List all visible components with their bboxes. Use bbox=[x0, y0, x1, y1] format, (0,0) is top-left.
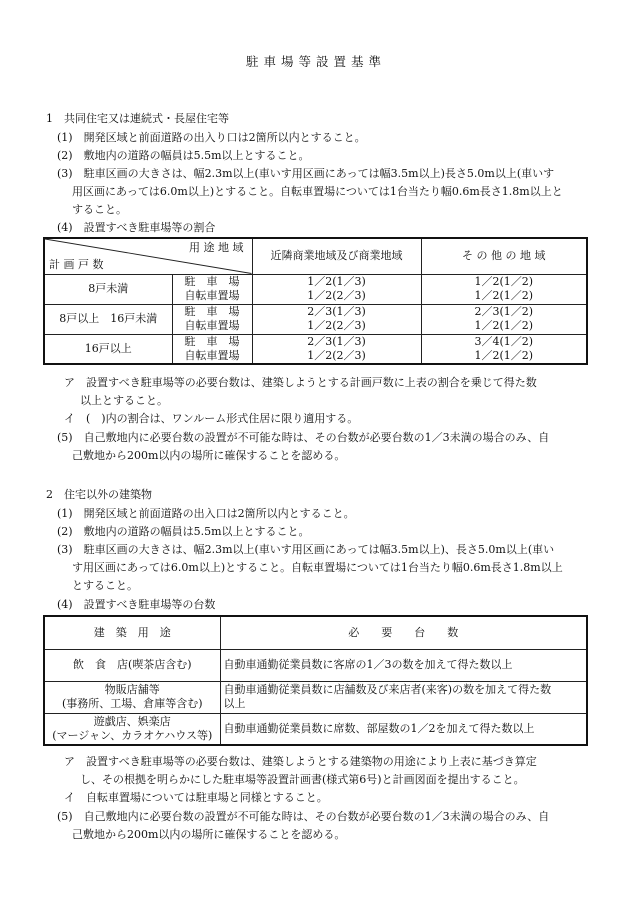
s2-item-3-line1: (3) 駐車区画の大きさは、幅2.3m以上(車いす用区画にあっては幅3.5m以上)、長さ5.0m以上(車い bbox=[57, 543, 555, 556]
kind-bicycle: 自転車置場 bbox=[184, 319, 240, 332]
ratio-value: 1／2(1／2) bbox=[474, 348, 534, 362]
s1-item-5-line2: 己敷地から200m以内の場所に確保することを認める。 bbox=[72, 449, 346, 462]
s2-item-3-line2: す用区画にあっては6.0m以上)とすること。自転車置場については1台当たり幅0.6m長さ1.8m以上 bbox=[72, 561, 563, 574]
parking-ratio-table bbox=[43, 237, 588, 365]
required-formula: 自動車通勤従業員数に店舗数及び来店者(来客)の数を加えて得た数 bbox=[223, 683, 552, 696]
use-name: 遊戯店、娯楽店 bbox=[93, 714, 171, 728]
required-formula-cont: 以上 bbox=[223, 697, 246, 710]
use-name: 物販店舗等 bbox=[104, 683, 160, 696]
s1-note-i: イ ( )内の割合は、ワンルーム形式住居に限り適用する。 bbox=[64, 412, 359, 425]
use-name: 飲 食 店(喫茶店含む) bbox=[72, 658, 192, 671]
kind-bicycle: 自転車置場 bbox=[184, 348, 240, 362]
section-1-heading: 1 共同住宅又は連続式・長屋住宅等 bbox=[46, 112, 229, 125]
s2-item-5-line2: 己敷地から200m以内の場所に確保することを認める。 bbox=[72, 828, 346, 841]
table-row bbox=[44, 304, 587, 334]
header-planned-units: 計 画 戸 数 bbox=[49, 257, 104, 271]
header-building-use: 建 築 用 途 bbox=[44, 616, 220, 649]
row-label: 16戸以上 bbox=[44, 334, 172, 364]
parking-count-table bbox=[43, 615, 588, 746]
ratio-value: 2／3(1／3) bbox=[307, 334, 366, 348]
kind-parking: 駐 車 場 bbox=[184, 275, 240, 288]
header-use-zone: 用 途 地 域 bbox=[189, 241, 244, 254]
table-row bbox=[44, 713, 587, 745]
s2-item-4: (4) 設置すべき駐車場等の台数 bbox=[57, 598, 216, 611]
ratio-value: 2／3(1／2) bbox=[474, 305, 534, 318]
table-header-row bbox=[44, 616, 587, 649]
ratio-value: 1／2(2／3) bbox=[307, 319, 366, 332]
table-row bbox=[44, 681, 587, 713]
s1-item-3-line3: すること。 bbox=[72, 203, 127, 216]
ratio-value: 1／2(1／2) bbox=[474, 289, 534, 302]
ratio-value: 1／2(2／3) bbox=[307, 289, 366, 302]
row-label: 8戸以上 16戸未満 bbox=[44, 304, 172, 334]
table-row bbox=[44, 649, 587, 681]
s2-note-i: イ 自転車置場については駐車場と同様とすること。 bbox=[64, 791, 328, 804]
table-row bbox=[44, 274, 587, 304]
required-formula: 自動車通勤従業員数に席数、部屋数の1／2を加えて得た数以上 bbox=[223, 721, 535, 735]
kind-parking: 駐 車 場 bbox=[184, 305, 240, 318]
ratio-value: 1／2(2／3) bbox=[307, 348, 366, 362]
use-note: (マージャン、カラオケハウス等) bbox=[52, 728, 213, 742]
s1-note-a-line1: ア 設置すべき駐車場等の必要台数は、建築しようとする計画戸数に上表の割合を乗じて得た数 bbox=[64, 376, 537, 389]
row-label: 8戸未満 bbox=[44, 274, 172, 304]
ratio-value: 1／2(1／2) bbox=[474, 275, 534, 288]
s2-item-1: (1) 開発区域と前面道路の出入口は2箇所以内とすること。 bbox=[57, 507, 355, 520]
s2-item-5-line1: (5) 自己敷地内に必要台数の設置が不可能な時は、その台数が必要台数の1／3未満の場合のみ、自 bbox=[57, 810, 550, 823]
page-title: 駐車場等設置基準 bbox=[246, 54, 387, 69]
s2-note-a-line1: ア 設置すべき駐車場等の必要台数は、建築しようとする建築物の用途により上表に基づき算定 bbox=[64, 755, 537, 768]
ratio-value: 1／2(1／2) bbox=[474, 319, 534, 332]
s2-note-a-line2: し、その根拠を明らかにした駐車場等設置計画書(様式第6号)と計画図面を提出すること。 bbox=[80, 773, 525, 786]
section-2-heading: 2 住宅以外の建築物 bbox=[46, 488, 152, 501]
ratio-value: 1／2(1／3) bbox=[307, 275, 366, 288]
ratio-value: 3／4(1／2) bbox=[474, 334, 534, 348]
kind-parking: 駐 車 場 bbox=[184, 334, 240, 348]
header-commercial-zone: 近隣商業地域及び商業地域 bbox=[252, 238, 421, 274]
required-formula: 自動車通勤従業員数に客席の1／3の数を加えて得た数以上 bbox=[223, 658, 513, 671]
s1-item-5-line1: (5) 自己敷地内に必要台数の設置が不可能な時は、その台数が必要台数の1／3未満の場合のみ、自 bbox=[57, 431, 550, 444]
s1-item-4: (4) 設置すべき駐車場等の割合 bbox=[57, 221, 216, 234]
s2-item-3-line3: とすること。 bbox=[72, 579, 138, 592]
s2-item-2: (2) 敷地内の道路の幅員は5.5m以上とすること。 bbox=[57, 525, 310, 538]
kind-bicycle: 自転車置場 bbox=[184, 289, 240, 302]
s1-item-3-line2: 用区画にあっては6.0m以上)とすること。自転車置場については1台当たり幅0.6m長さ1.8m以上と bbox=[72, 185, 563, 198]
use-note: (事務所、工場、倉庫等含む) bbox=[61, 697, 203, 710]
s1-note-a-line2: 以上とすること。 bbox=[80, 394, 168, 407]
table-row bbox=[44, 334, 587, 364]
diagonal-header-cell bbox=[44, 238, 252, 274]
s1-item-3-line1: (3) 駐車区画の大きさは、幅2.3m以上(車いす用区画にあっては幅3.5m以上)長さ5.0m以上(車いす bbox=[57, 167, 555, 180]
s1-item-1: (1) 開発区域と前面道路の出入り口は2箇所以内とすること。 bbox=[57, 131, 366, 144]
header-required-count: 必 要 台 数 bbox=[220, 616, 587, 649]
table-header-row bbox=[44, 238, 587, 274]
ratio-value: 2／3(1／3) bbox=[307, 305, 366, 318]
s1-item-2: (2) 敷地内の道路の幅員は5.5m以上とすること。 bbox=[57, 149, 310, 162]
header-other-zone: そ の 他 の 地 域 bbox=[421, 238, 587, 274]
